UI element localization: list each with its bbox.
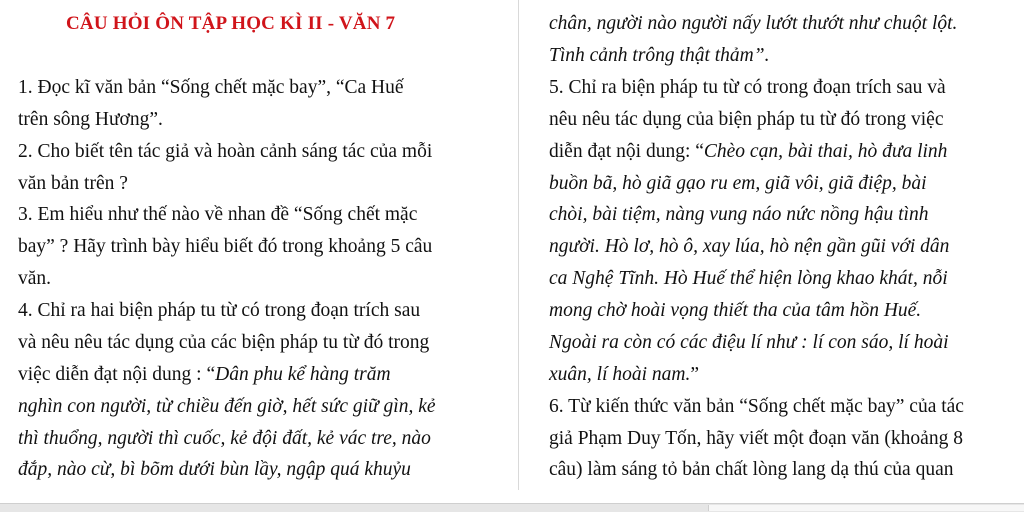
quote-line: buồn bã, hò giã gạo ru em, giã vôi, giã điệp, bài [549, 173, 927, 194]
text-line: 2. Cho biết tên tác giả và hoàn cảnh sáng tác của mỗi [18, 141, 433, 162]
document-title: CÂU HỎI ÔN TẬP HỌC KÌ II - VĂN 7 [66, 13, 396, 34]
text-line: giả Phạm Duy Tốn, hãy viết một đoạn văn (khoảng 8 [549, 428, 963, 449]
quote-line: chòi, bài tiệm, nàng vung náo nức nồng hậu tình [549, 204, 929, 225]
quote-line: thì thuổng, người thì cuốc, kẻ đội đất, kẻ vác tre, nào [18, 428, 431, 449]
text-line: và nêu nêu tác dụng của các biện pháp tu từ đó trong [18, 332, 430, 353]
quote-text: Dân phu kể hàng trăm [215, 364, 391, 385]
text-line: văn. [18, 268, 52, 289]
quote-line: Ngoài ra còn có các điệu lí như : lí con sáo, lí hoài [549, 332, 949, 353]
text-line: bay” ? Hãy trình bày hiểu biết đó trong khoảng 5 câu [18, 236, 433, 257]
text-line: 6. Từ kiến thức văn bản “Sống chết mặc bay” của tác [549, 396, 964, 417]
text-line [549, 363, 699, 387]
text-segment: ” [690, 364, 700, 385]
quote-line: mong chờ hoài vọng thiết tha của tâm hồn Huế. [549, 300, 922, 321]
text-line: câu) làm sáng tỏ bản chất lòng lang dạ thú của quan [549, 459, 954, 480]
text-line [18, 363, 391, 387]
quote-line: ca Nghệ Tĩnh. Hò Huế thể hiện lòng khao khát, nỗi [549, 268, 948, 289]
quote-line: nghìn con người, từ chiều đến giờ, hết sức giữ gìn, kẻ [18, 396, 436, 417]
text-segment: việc diễn đạt nội dung : “ [18, 364, 216, 385]
column-divider [518, 0, 519, 490]
quote-line: chân, người nào người nấy lướt thướt như chuột lột. [549, 13, 958, 34]
text-segment: diễn đạt nội dung: “ [549, 141, 704, 162]
text-line: 4. Chỉ ra hai biện pháp tu từ có trong đoạn trích sau [18, 300, 421, 321]
quote-text: Chèo cạn, bài thai, hò đưa linh [703, 141, 948, 162]
quote-line: Tình cảnh trông thật thảm”. [549, 45, 770, 66]
text-line: nêu nêu tác dụng của biện pháp tu từ đó trong việc [549, 109, 944, 130]
quote-line: đắp, nào cừ, bì bõm dưới bùn lầy, ngập quá khuỷu [18, 459, 411, 480]
text-line: 3. Em hiểu như thế nào về nhan đề “Sống chết mặc [18, 204, 418, 225]
text-line [549, 140, 947, 164]
scrollbar-thumb[interactable] [708, 505, 1024, 511]
quote-line: người. Hò lơ, hò ô, xay lúa, hò nện gần gũi với dân [549, 236, 950, 257]
quote-text: xuân, lí hoài nam. [549, 364, 691, 385]
text-line: trên sông Hương”. [18, 109, 163, 130]
text-line: 1. Đọc kĩ văn bản “Sống chết mặc bay”, “Ca Huế [18, 77, 404, 98]
text-line: 5. Chỉ ra biện pháp tu từ có trong đoạn trích sau và [549, 77, 946, 98]
text-line: văn bản trên ? [18, 173, 128, 194]
